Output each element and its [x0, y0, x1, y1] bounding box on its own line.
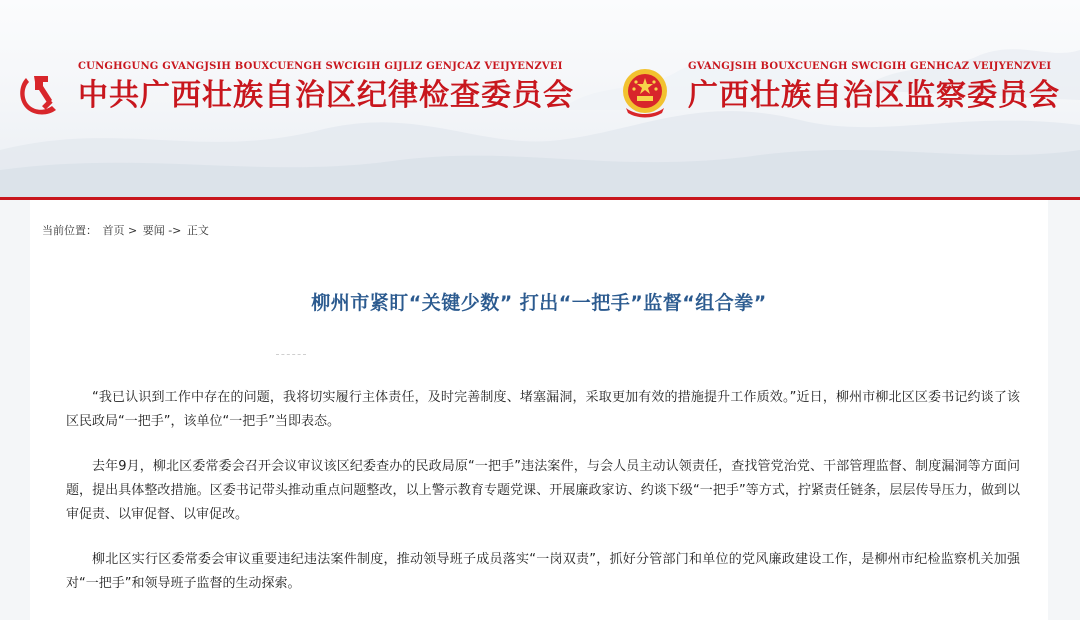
breadcrumb-current: 正文: [186, 224, 209, 237]
breadcrumb-separator: ->: [164, 224, 185, 237]
breadcrumb-prefix: 当前位置：: [42, 224, 97, 237]
breadcrumb: [42, 222, 211, 238]
org-name-right: 广西壮族自治区监察委员会: [688, 78, 1060, 113]
org-name-left: 中共广西壮族自治区纪律检查委员会: [78, 78, 574, 113]
article-body: [66, 386, 1020, 617]
breadcrumb-separator: >: [124, 224, 141, 237]
org-text-right: [688, 60, 1060, 116]
article-title: 柳州市紧盯“关键少数” 打出“一把手”监督“组合拳”: [311, 292, 767, 314]
title-divider: [276, 354, 306, 356]
article-paragraph: 柳北区实行区委常委会审议重要违纪违法案件制度，推动领导班子成员落实“一岗双责”，抓好分管部门和单位的党风廉政建设工作，是柳州市纪检监察机关加强对“一把手”和领导班子监督的生动探索。: [66, 552, 1020, 591]
org-roman-right: GVANGJSIH BOUXCUENGH SWCIGIH GENHCAZ VEIJYENZVEI: [688, 61, 1052, 72]
org-roman-left: CUNGHGUNG GVANGJSIH BOUXCUENGH SWCIGIH GIJLIZ GENJCAZ VEIJYENZVEI: [78, 61, 563, 72]
breadcrumb-section-link[interactable]: 要闻: [142, 224, 165, 237]
site-header: [0, 0, 1080, 197]
org-text-left: [78, 60, 574, 116]
article-paragraph: “我已认识到工作中存在的问题，我将切实履行主体责任，及时完善制度、堵塞漏洞，采取更加有效的措施提升工作质效。”近日，柳州市柳北区区委书记约谈了该区民政局“一把手”，该单位“一把手”当即表态。: [66, 390, 1020, 429]
breadcrumb-home-link[interactable]: 首页: [102, 224, 125, 237]
national-emblem-icon: [618, 66, 672, 120]
article-paragraph: 去年9月，柳北区委常委会召开会议审议该区纪委查办的民政局原“一把手”违法案件，与会人员主动认领责任，查找管党治党、干部管理监督、制度漏洞等方面问题，提出具体整改措施。区委书记带头推动重点问题整改，以上警示教育专题党课、开展廉政家访、约谈下级“一把手”等方式，拧紧责任链条，层层传导压力，做到以审促责、以审促督、以审促改。: [66, 459, 1020, 522]
party-emblem-icon: [12, 66, 66, 120]
content-panel: [30, 200, 1048, 620]
